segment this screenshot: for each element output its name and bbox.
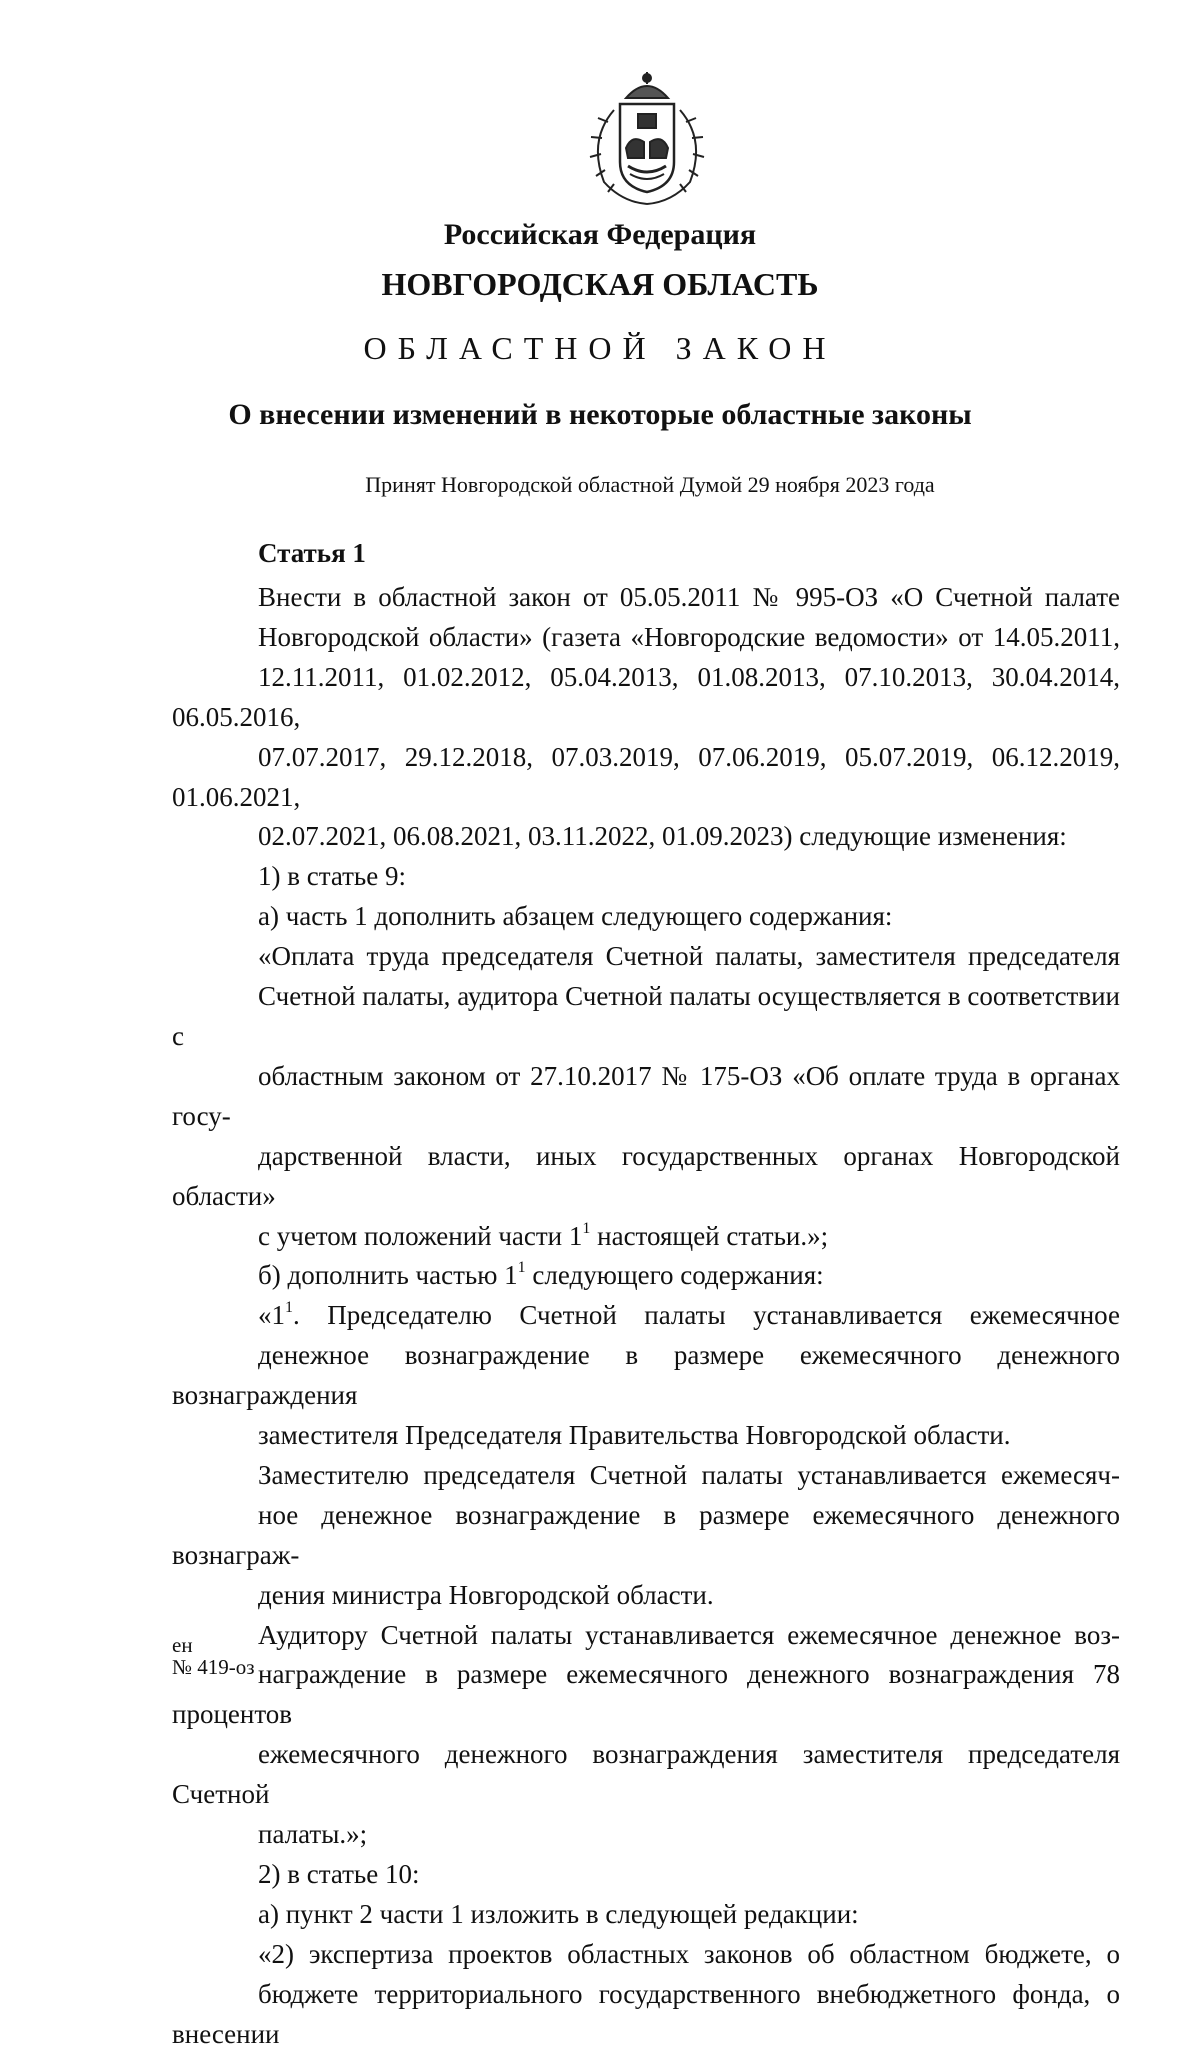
quote-paragraph-3 <box>172 1935 1120 2055</box>
text-line: 12.11.2011, 01.02.2012, 05.04.2013, 01.08.2013, 07.10.2013, 30.04.2014, 06.05.2016, <box>172 661 1120 732</box>
item-1a: а) часть 1 дополнить абзацем следующего содержания: <box>258 901 893 932</box>
quote-paragraph-1 <box>172 937 1120 1256</box>
document-footer <box>172 1634 255 1678</box>
adoption-note: Принят Новгородской областной Думой 29 ноября 2023 года <box>365 472 935 497</box>
text-line: палаты.»; <box>258 1819 368 1850</box>
text-line: «Оплата труда председателя Счетной палаты, заместителя председателя <box>258 941 1120 972</box>
law-title: О внесении изменений в некоторые областные законы <box>228 398 972 431</box>
text-line: 02.07.2021, 06.08.2021, 03.11.2022, 01.09.2023) следующие изменения: <box>258 821 1067 852</box>
text-line: денежное вознаграждение в размере ежемесячного денежного вознаграждения <box>172 1340 1120 1411</box>
text-line: областным законом от 27.10.2017 № 175-ОЗ «Об оплате труда в органах госу- <box>172 1060 1120 1131</box>
text-line: Аудитору Счетной палаты устанавливается ежемесячное денежное воз- <box>258 1619 1120 1650</box>
item-1: 1) в статье 9: <box>258 861 406 892</box>
text-line: бюджете территориального государственного внебюджетного фонда, о внесении <box>172 1978 1120 2049</box>
text-line: «$1^1$. Председателю Счетной палаты устанавливается ежемесячное <box>258 1299 1120 1331</box>
quote-paragraph-2 <box>172 1296 1120 1456</box>
text-line: заместителя Председателя Правительства Новгородской области. <box>258 1420 1011 1451</box>
text-line: награждение в размере ежемесячного денежного вознаграждения 78 процентов <box>172 1659 1120 1730</box>
text-line: 07.07.2017, 29.12.2018, 07.03.2019, 07.06.2019, 05.07.2019, 06.12.2019, 01.06.2021, <box>172 741 1120 812</box>
text-line: с учетом положений части $1^1$ настоящей статьи.»; <box>258 1219 829 1251</box>
text-line: ное денежное вознаграждение в размере ежемесячного денежного вознаграж- <box>172 1499 1120 1570</box>
text-line: Счетной палаты, аудитора Счетной палаты осуществляется в соответствии с <box>172 981 1120 1051</box>
item-2a: а) пункт 2 части 1 изложить в следующей редакции: <box>258 1898 859 1929</box>
item-2: 2) в статье 10: <box>258 1859 420 1889</box>
coat-of-arms-emblem <box>574 70 720 210</box>
document-type: ОБЛАСТНОЙ ЗАКОН <box>363 330 837 366</box>
text-line: «2) экспертиза проектов областных законов об областном бюджете, о <box>258 1938 1120 1969</box>
document-body <box>172 578 1120 2055</box>
paragraph-deputy <box>172 1456 1120 1616</box>
item-1b: б) дополнить частью $1^1$ следующего содержания: <box>258 1259 824 1291</box>
text-line: дения министра Новгородской области. <box>258 1579 714 1610</box>
text-line: дарственной власти, иных государственных органах Новгородской области» <box>172 1140 1120 1211</box>
region-name: НОВГОРОДСКАЯ ОБЛАСТЬ <box>381 266 819 302</box>
executor-initials: ен <box>172 1633 193 1657</box>
article-heading: Статья 1 <box>258 538 366 568</box>
paragraph-auditor <box>172 1616 1120 1855</box>
paragraph-main-amendment <box>172 578 1120 857</box>
text-line: Заместителю председателя Счетной палаты устанавливается ежемесяч- <box>258 1459 1120 1490</box>
text-line: Новгородской области» (газета «Новгородские ведомости» от 14.05.2011, <box>258 621 1120 652</box>
text-line: ежемесячного денежного вознаграждения заместителя председателя Счетной <box>172 1739 1120 1810</box>
text-line: Внести в областной закон от 05.05.2011 № 995-ОЗ «О Счетной палате <box>258 582 1120 612</box>
law-number: № 419-оз <box>172 1655 255 1679</box>
country-name: Российская Федерация <box>443 218 757 251</box>
